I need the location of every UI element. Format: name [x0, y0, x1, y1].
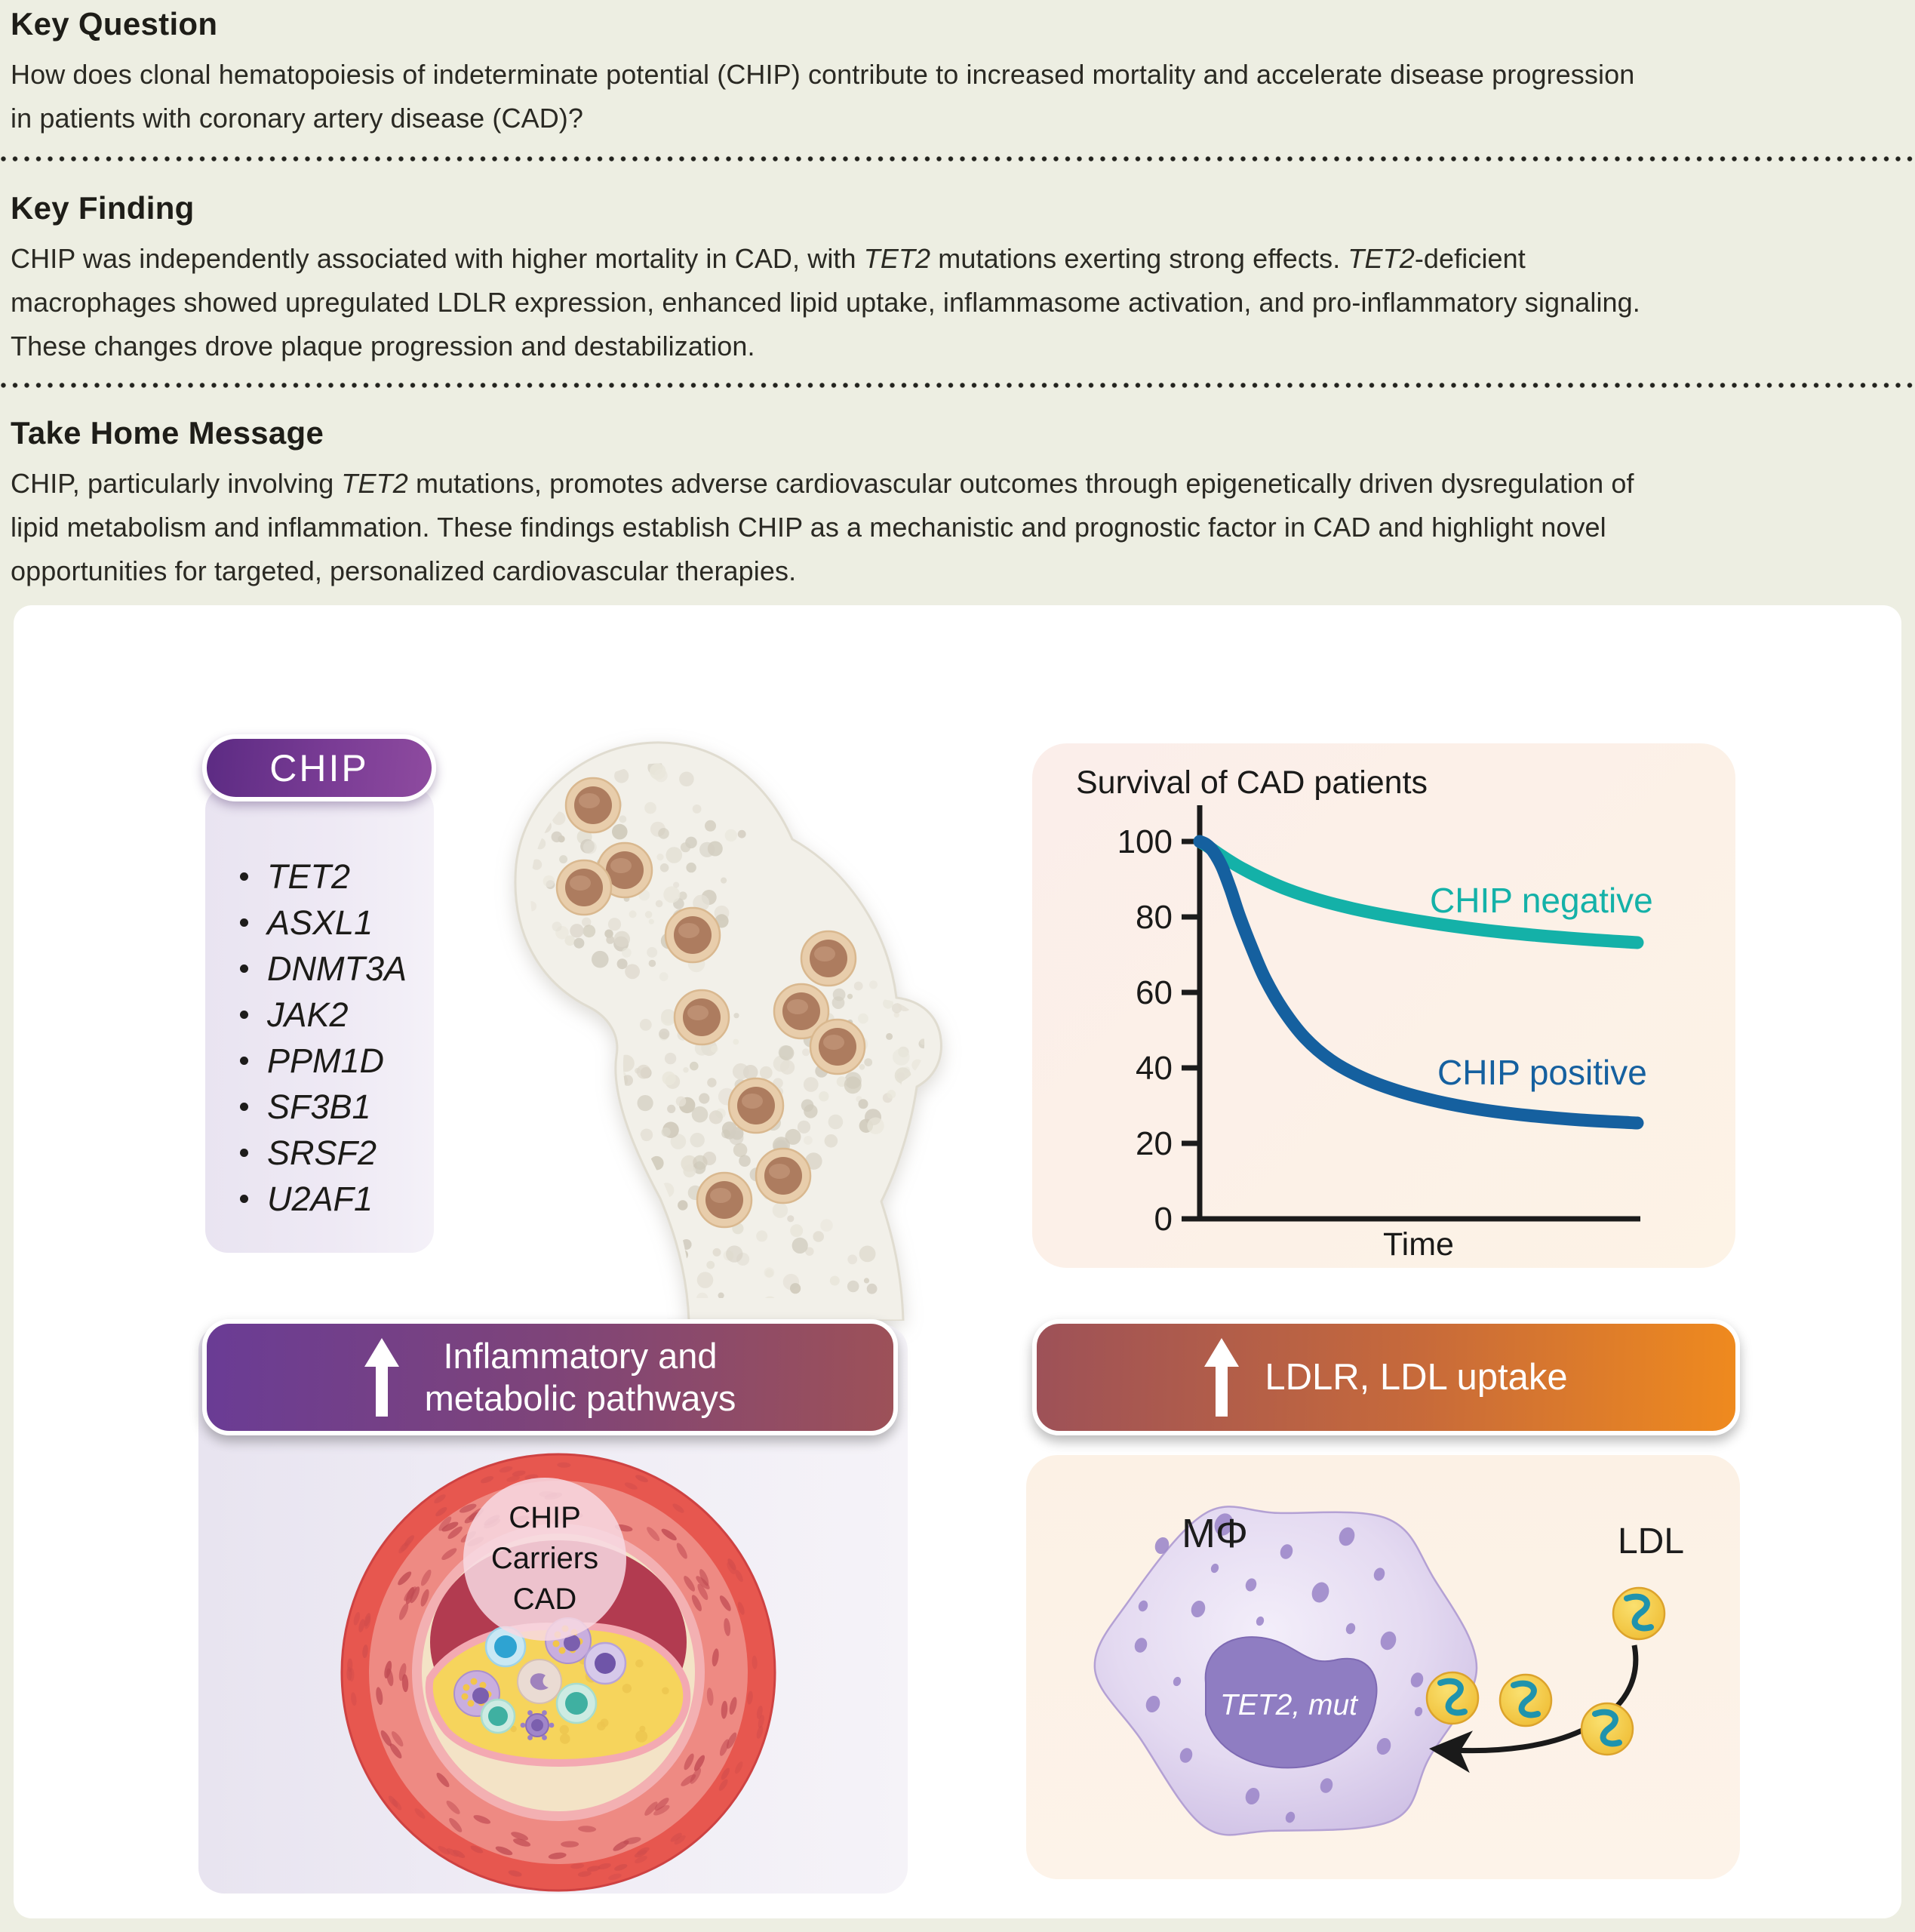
ldl-particle-icon	[1581, 1703, 1633, 1755]
artery-overlay-line2: Carriers	[490, 1542, 599, 1575]
y-tick-label: 20	[1136, 1125, 1173, 1162]
y-tick-label: 100	[1117, 823, 1173, 860]
take-home-title: Take Home Message	[11, 415, 324, 451]
gene-name: JAK2	[267, 995, 349, 1034]
ldl-particle-icon	[1427, 1672, 1478, 1724]
clone-cell	[756, 1149, 810, 1203]
key-finding-block	[11, 190, 1901, 368]
dotted-divider	[0, 155, 1915, 162]
clone-cell	[697, 1173, 752, 1227]
x-axis-label: Time	[1383, 1226, 1454, 1263]
inflammatory-pathways-banner	[202, 1319, 898, 1435]
banner-left-line1: Inflammatory and	[443, 1336, 718, 1376]
gene-name: ASXL1	[267, 903, 373, 942]
artery-cross-section-icon	[340, 1452, 777, 1894]
dotted-divider	[0, 382, 1915, 389]
chip-badge-label: CHIP	[269, 746, 369, 789]
series-label-negative: CHIP negative	[1430, 881, 1653, 920]
chip-gene-list	[205, 787, 434, 1222]
bullet-icon	[240, 872, 248, 881]
y-tick-label: 40	[1136, 1050, 1173, 1087]
clone-cell	[810, 1020, 865, 1074]
survival-chart	[1032, 743, 1735, 1268]
key-finding-text: CHIP was independently associated with higher mortality in CAD, with TET2 mutations exerting strong effects. TET2-deficient macrophages showed upregulated LDLR expression, enhanced lipid uptake, inflammasome activation, and pro-inflammatory signaling. These changes drove plaque progression and destabilization.	[11, 243, 1640, 361]
survival-chart-panel	[1032, 743, 1735, 1268]
bullet-icon	[240, 1103, 248, 1111]
macrophage-label: MΦ	[1181, 1511, 1249, 1556]
bullet-icon	[240, 1149, 248, 1157]
gene-list-item	[205, 1084, 434, 1130]
bullet-icon	[240, 964, 248, 973]
artery-overlay-line1: CHIP	[509, 1501, 581, 1534]
gene-list-item	[205, 854, 434, 900]
y-tick-label: 0	[1154, 1201, 1173, 1238]
chip-badge	[202, 734, 436, 801]
clone-cell	[665, 908, 720, 962]
gene-list-item	[205, 946, 434, 992]
nucleus-label: TET2, mut	[1219, 1689, 1358, 1721]
gene-name: SRSF2	[267, 1133, 377, 1172]
summary-section	[0, 0, 1915, 605]
ldlr-uptake-banner	[1032, 1319, 1740, 1435]
clone-cell	[557, 860, 611, 915]
bone-marrow-illustration	[475, 717, 943, 1321]
gene-name: TET2	[267, 857, 351, 896]
ldl-label: LDL	[1617, 1521, 1685, 1561]
gene-list-item	[205, 1038, 434, 1084]
clone-cell	[675, 990, 729, 1044]
macrophage-quadrant-panel	[1026, 1455, 1740, 1879]
gene-name: SF3B1	[267, 1087, 371, 1126]
bullet-icon	[240, 1011, 248, 1019]
y-tick-label: 80	[1136, 899, 1173, 936]
gene-list-item	[205, 992, 434, 1038]
clone-cell	[801, 931, 856, 986]
gene-list-item	[205, 1130, 434, 1176]
gene-name: U2AF1	[267, 1179, 373, 1218]
bullet-icon	[240, 1195, 248, 1203]
artery-overlay-line3: CAD	[512, 1583, 577, 1616]
bullet-icon	[240, 1057, 248, 1065]
key-question-title: Key Question	[11, 6, 218, 42]
series-label-positive: CHIP positive	[1437, 1053, 1647, 1092]
key-question-block	[11, 6, 1901, 140]
bullet-icon	[240, 918, 248, 927]
key-question-text: How does clonal hematopoiesis of indeterminate potential (CHIP) contribute to increased mortality and accelerate disease progression in patients with coronary artery disease (CAD)?	[11, 59, 1635, 134]
macrophage-illustration	[1026, 1455, 1740, 1879]
bone-icon	[475, 717, 943, 1321]
chart-axes	[1200, 805, 1640, 1219]
gene-list-item	[205, 900, 434, 946]
arrow-up-icon	[364, 1338, 399, 1417]
gene-name: DNMT3A	[267, 949, 407, 988]
banner-right-label: LDLR, LDL uptake	[1265, 1357, 1568, 1398]
take-home-block	[11, 415, 1901, 593]
artery-illustration	[340, 1452, 777, 1894]
take-home-text: CHIP, particularly involving TET2 mutations, promotes adverse cardiovascular outcomes through epigenetically driven dysregulation of lipid metabolism and inflammation. These findings establish CHIP as a mechanistic and prognostic factor in CAD and highlight novel opportunities for targeted, personalized cardiovascular therapies.	[11, 468, 1634, 586]
gene-name: PPM1D	[267, 1041, 385, 1080]
ldl-particle-icon	[1613, 1588, 1664, 1639]
arrow-up-icon	[1204, 1338, 1239, 1417]
y-tick-label: 60	[1136, 974, 1173, 1011]
figure-panel	[14, 605, 1901, 1918]
chip-gene-panel	[205, 787, 434, 1253]
chart-title: Survival of CAD patients	[1076, 764, 1428, 801]
ldl-particle-icon	[1500, 1675, 1551, 1726]
clone-cell	[729, 1078, 783, 1133]
banner-left-line2: metabolic pathways	[424, 1378, 736, 1418]
banner-left-label	[425, 1335, 736, 1420]
clone-cell	[566, 778, 620, 832]
key-finding-title: Key Finding	[11, 190, 195, 226]
gene-list-item	[205, 1176, 434, 1222]
